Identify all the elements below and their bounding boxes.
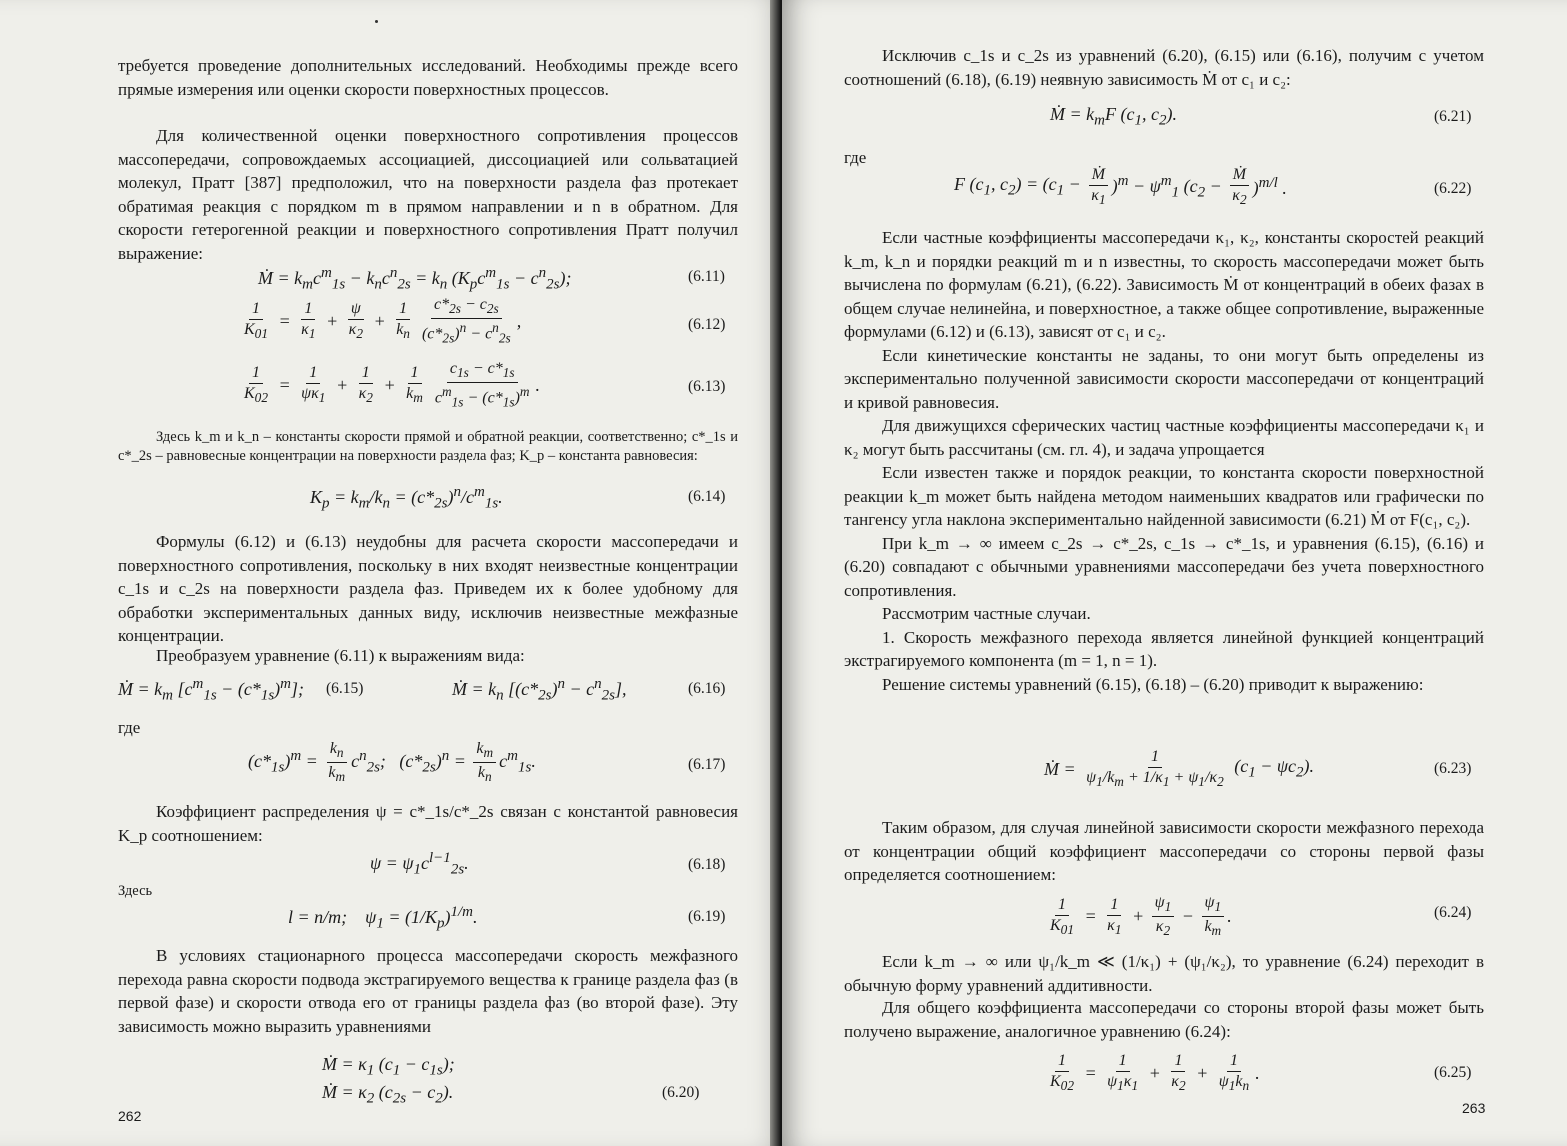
where-label: где	[118, 718, 141, 737]
equation-6-20b: Ṁ = $\kappa_2$ $(c_{2s} - c_2)$.	[322, 1082, 454, 1107]
left-intro-paragraph: требуется проведение дополнительных исследований. Необходимы прежде всего прямые измерения или оценки скорости поверхностных процессов.	[118, 56, 738, 99]
equation-number: (6.17)	[688, 756, 726, 773]
equation-number: (6.12)	[688, 316, 726, 333]
equation-number: (6.21)	[1434, 108, 1472, 125]
equation-6-14: $K_p = k_m/k_n = (c*_{2s})^n/c^m_{1s}$.	[310, 484, 503, 512]
equation-number: (6.11)	[688, 268, 725, 285]
equation-6-20a: Ṁ = $\kappa_1$ $(c_1 - c_{1s})$;	[322, 1054, 455, 1079]
right-second-phase-paragraph: Для общего коэффициента массопередачи со стороны второй фазы может быть получено выражение, аналогичное уравнению (6.24):	[844, 998, 1484, 1041]
equation-6-19: l = n/m; $\psi_1 = (1/K_p)^{1/m}$.	[288, 904, 478, 932]
page-number-right: 263	[1462, 1100, 1486, 1116]
right-linear-paragraph: Таким образом, для случая линейной зависимости скорости межфазного перехода от концентрации общий коэффициент массопередачи со стороны первой фазы определяется соотношением:	[844, 818, 1484, 884]
equation-6-15: Ṁ = $k_m$ $[c^m_{1s} - (c*_{1s})^m]$;	[118, 676, 304, 704]
right-main-text: Если частные коэффициенты массопередачи κ₁, κ₂, константы скоростей реакций k_m, k_n и порядки реакций m и n известны, то скорость массопередачи может быть вычислена по формулам (6.21), (6.22). Зависимость Ṁ от концентраций в обеих фазах в общем случае нелинейна, и поверхностное, а также общее сопротивление, выраженные формулами (6.12) и (6.13), зависят от c₁ и c₂. Если кинетические константы не заданы, то они могут быть определены из экспериментально полученной зависимости скорости массопередачи от концентраций и кривой равновесия. Для движущихся сферических частиц частные коэффициенты массопередачи κ₁ и κ₂ могут быть рассчитаны (см. гл. 4), и задача упрощается Если известен также и порядок реакции, то константа скорости поверхностной реакции k_m может быть найдена методом наименьших квадратов или графически по тангенсу угла наклона экспериментально найденной зависимости (6.21) Ṁ от F(c₁, c₂). При k_m → ∞ имеем c_2s → c*_2s, c_1s → c*_1s, и уравнения (6.15), (6.16) и (6.20) совпадают с обычными уравнениями массопередачи без учета поверхностного сопротивления. Рассмотрим частные случаи. 1. Скорость межфазного перехода является линейной функцией концентраций экстрагируемого компонента (m = 1, n = 1). Решение системы уравнений (6.15), (6.18) – (6.20) приводит к выражению:	[844, 228, 1484, 694]
left-stationary-paragraph: В условиях стационарного процесса массопередачи скорость межфазного перехода равна скорости подвода экстрагируемого вещества к границе раздела фаз (в первой фазе) и скорости отвода его от границы раздела фаз (во второй фазе). Эту зависимость можно выразить уравнениями	[118, 946, 738, 1036]
equation-number: (6.24)	[1434, 904, 1472, 921]
equation-6-22: F ($c_1$, $c_2) = (c_1$ − $\frac{\text{Ṁ}}{\kappa_1}$ )$^m - \psi^m_1$ ($c_2$ − $\frac{\text{Ṁ}}{\kappa_2}$ )$^{m/l}$ .	[954, 166, 1287, 208]
equation-6-12: $\frac{1}{K_{01}}$ = $\frac{1}{\kappa_1}$ + $\frac{\psi}{\kappa_2}$ + $\frac{1}{k_n}$ $\frac{c*_{2s} - c_{2s}}{(c*_{2s})^n - c^n_{2s}}$ ,	[244, 296, 522, 346]
equation-6-11: Ṁ = $k_mc^m_{1s} - k_nc^n_{2s} = k_n$ $(K_pc^m_{1s} - c^n_{2s})$;	[258, 265, 572, 293]
left-page	[0, 0, 780, 1146]
equation-6-16: Ṁ = $k_n$ $[(c*_{2s})^n - c^n_{2s}]$,	[452, 676, 627, 704]
equation-number: (6.19)	[688, 908, 726, 925]
equation-6-24: $\frac{1}{K_{01}}$ = $\frac{1}{\kappa_1}$ + $\frac{\psi_1}{\kappa_2}$ − $\frac{\psi_1}{k_m}$ .	[1050, 894, 1232, 939]
equation-6-23: Ṁ = $\frac{1}{\psi_1/k_m + 1/\kappa_1 + \psi_1/\kappa_2}$ $(c_1 - \psi c_2)$.	[1044, 748, 1315, 790]
here-label: Здесь	[118, 883, 153, 899]
left-coef-paragraph: Коэффициент распределения ψ = c*_1s/c*_2s связан с константой равновесия K_p соотношением:	[118, 802, 738, 845]
speck	[375, 20, 378, 23]
equation-6-18: $\psi = \psi_1c^{l-1}_{2s}$.	[370, 850, 469, 878]
equation-number: (6.13)	[688, 378, 726, 395]
right-limit-paragraph: Если k_m → ∞ или ψ₁/k_m ≪ (1/κ₁) + (ψ₁/κ₂), то уравнение (6.24) переходит в обычную форму уравнений аддитивности.	[844, 952, 1484, 995]
where-label: где	[844, 148, 867, 167]
equation-6-25: $\frac{1}{K_{02}}$ = $\frac{1}{\psi_1\kappa_1}$ + $\frac{1}{\kappa_2}$ + $\frac{1}{\psi_1k_n}$ .	[1050, 1052, 1260, 1094]
equation-number: (6.18)	[688, 856, 726, 873]
equation-number: (6.14)	[688, 488, 726, 505]
right-page	[782, 0, 1567, 1146]
equation-number: (6.23)	[1434, 760, 1472, 777]
left-formulas-paragraph: Формулы (6.12) и (6.13) неудобны для расчета скорости массопередачи и поверхностного сопротивления, поскольку в них входят неизвестные концентрации c_1s и c_2s на поверхности раздела фаз. Приведем их к более удобному для обработки экспериментальных данных виду, исключив неизвестные межфазные концентрации.	[118, 532, 738, 645]
left-pratt-paragraph: Для количественной оценки поверхностного сопротивления процессов массопередачи, сопровождаемых ассоциацией, диссоциацией или сольватацией молекул, Пратт [387] предположил, что на поверхности раздела фаз протекает обратимая реакция с порядком m в прямом направлении и n в обратном. Для скорости гетерогенной реакции и поверхностного сопротивления Пратт получил выражение:	[118, 126, 738, 263]
equation-6-17: $(c*_{1s})^m$ = $\frac{k_n}{k_m}$ $c^n_{2s}$; $(c*_{2s})^n$ = $\frac{k_m}{k_n}$ $c^m_{1s}$.	[248, 740, 536, 785]
page-number-left: 262	[118, 1108, 142, 1124]
left-transform-paragraph: Преобразуем уравнение (6.11) к выражениям вида:	[156, 646, 525, 665]
equation-6-13: $\frac{1}{K_{02}}$ = $\frac{1}{\psi\kappa_1}$ + $\frac{1}{\kappa_2}$ + $\frac{1}{k_m}$ $\frac{c_{1s} - c*_{1s}}{c^m_{1s} - (c*_{1s})^m}$ .	[244, 360, 541, 410]
right-exclude-paragraph: Исключив c_1s и c_2s из уравнений (6.20), (6.15) или (6.16), получим с учетом соотношений (6.18), (6.19) неявную зависимость Ṁ от c₁ и c₂:	[844, 46, 1484, 89]
equation-number: (6.16)	[688, 680, 726, 697]
note-constants: Здесь k_m и k_n – константы скорости прямой и обратной реакции, соответственно; c*_1s и c*_2s – равновесные концентрации на поверхности раздела фаз; K_p – константа равновесия:	[118, 429, 738, 464]
equation-number: (6.25)	[1434, 1064, 1472, 1081]
equation-number: (6.22)	[1434, 180, 1472, 197]
equation-6-21: Ṁ = $k_mF$ ($c_1$, $c_2$).	[1050, 104, 1177, 129]
equation-number: (6.20)	[662, 1084, 700, 1101]
equation-number: (6.15)	[326, 680, 364, 697]
